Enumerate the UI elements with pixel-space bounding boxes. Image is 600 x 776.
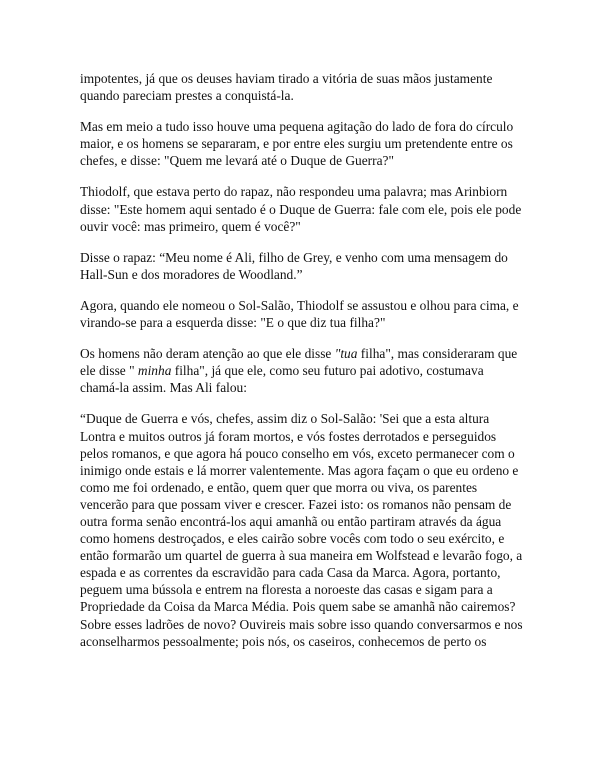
document-page	[80, 70, 525, 650]
paragraph-6-text-a: Os homens não deram atenção ao que ele disse	[80, 346, 335, 362]
paragraph-3: Thiodolf, que estava perto do rapaz, não respondeu uma palavra; mas Arinbiorn disse: "Este homem aqui sentado é o Duque de Guerra: fale com ele, pois ele pode ouvir você: mas primeiro, quem é você?"	[80, 184, 522, 234]
paragraph-6-emphasis-minha: minha	[137, 363, 172, 379]
paragraph-6-text-b: filha", mas consideraram que ele disse "	[80, 346, 518, 379]
paragraph-6-text-c: filha", já que ele, como seu futuro pai adotivo, costumava chamá-la assim. Mas Ali falou:	[80, 363, 484, 396]
paragraph-1: impotentes, já que os deuses haviam tirado a vitória de suas mãos justamente quando pareciam prestes a conquistá-la.	[80, 71, 493, 104]
paragraph-6	[80, 345, 525, 396]
paragraph-5: Agora, quando ele nomeou o Sol-Salão, Thiodolf se assustou e olhou para cima, e virando-se para a esquerda disse: "E o que diz tua filha?"	[80, 297, 519, 331]
paragraph-2: Mas em meio a tudo isso houve uma pequena agitação do lado de fora do círculo maior, e os homens se separaram, e por entre eles surgiu um pretendente entre os chefes, e disse: "Quem me levará até o Duque de Guerra?"	[80, 119, 514, 169]
paragraph-6-emphasis-tua: "tua	[334, 346, 358, 362]
paragraph-4: Disse o rapaz: “Meu nome é Ali, filho de Grey, e venho com uma mensagem do Hall-Sun e dos moradores de Woodland.”	[80, 249, 508, 282]
paragraph-7: “Duque de Guerra e vós, chefes, assim diz o Sol-Salão: 'Sei que a esta altura Lontra e muitos outros já foram mortos, e vós fostes derrotados e perseguidos pelos romanos, e que agora há pouco conselho em vós, exceto permanecer com o inimigo onde estais e lá morrer valentemente. Mas agora façam o que eu ordeno e como me foi ordenado, e então, quem quer que morra ou viva, os parentes vencerão para que possam viver e crescer. Fazei isto: os romanos não pensam de outra forma senão encontrá-los aqui amanhã ou então partiram através da água como homens destroçados, e eles cairão sobre vocês com todo o seu exército, e então formarão um quartel de guerra à sua maneira em Wolfstead e levarão fogo, a espada e as correntes da escravidão para cada Casa da Marca. Agora, portanto, peguem uma bússola e entrem na floresta a noroeste das casas e sigam para a Propriedade da Coisa da Marca Média. Pois quem sabe se amanhã não cairemos? Sobre esses ladrões de novo? Ouvireis mais sobre isso quando conversarmos e nos aconselharmos pessoalmente; pois nós, os caseiros, conhecemos de perto os	[80, 411, 523, 649]
